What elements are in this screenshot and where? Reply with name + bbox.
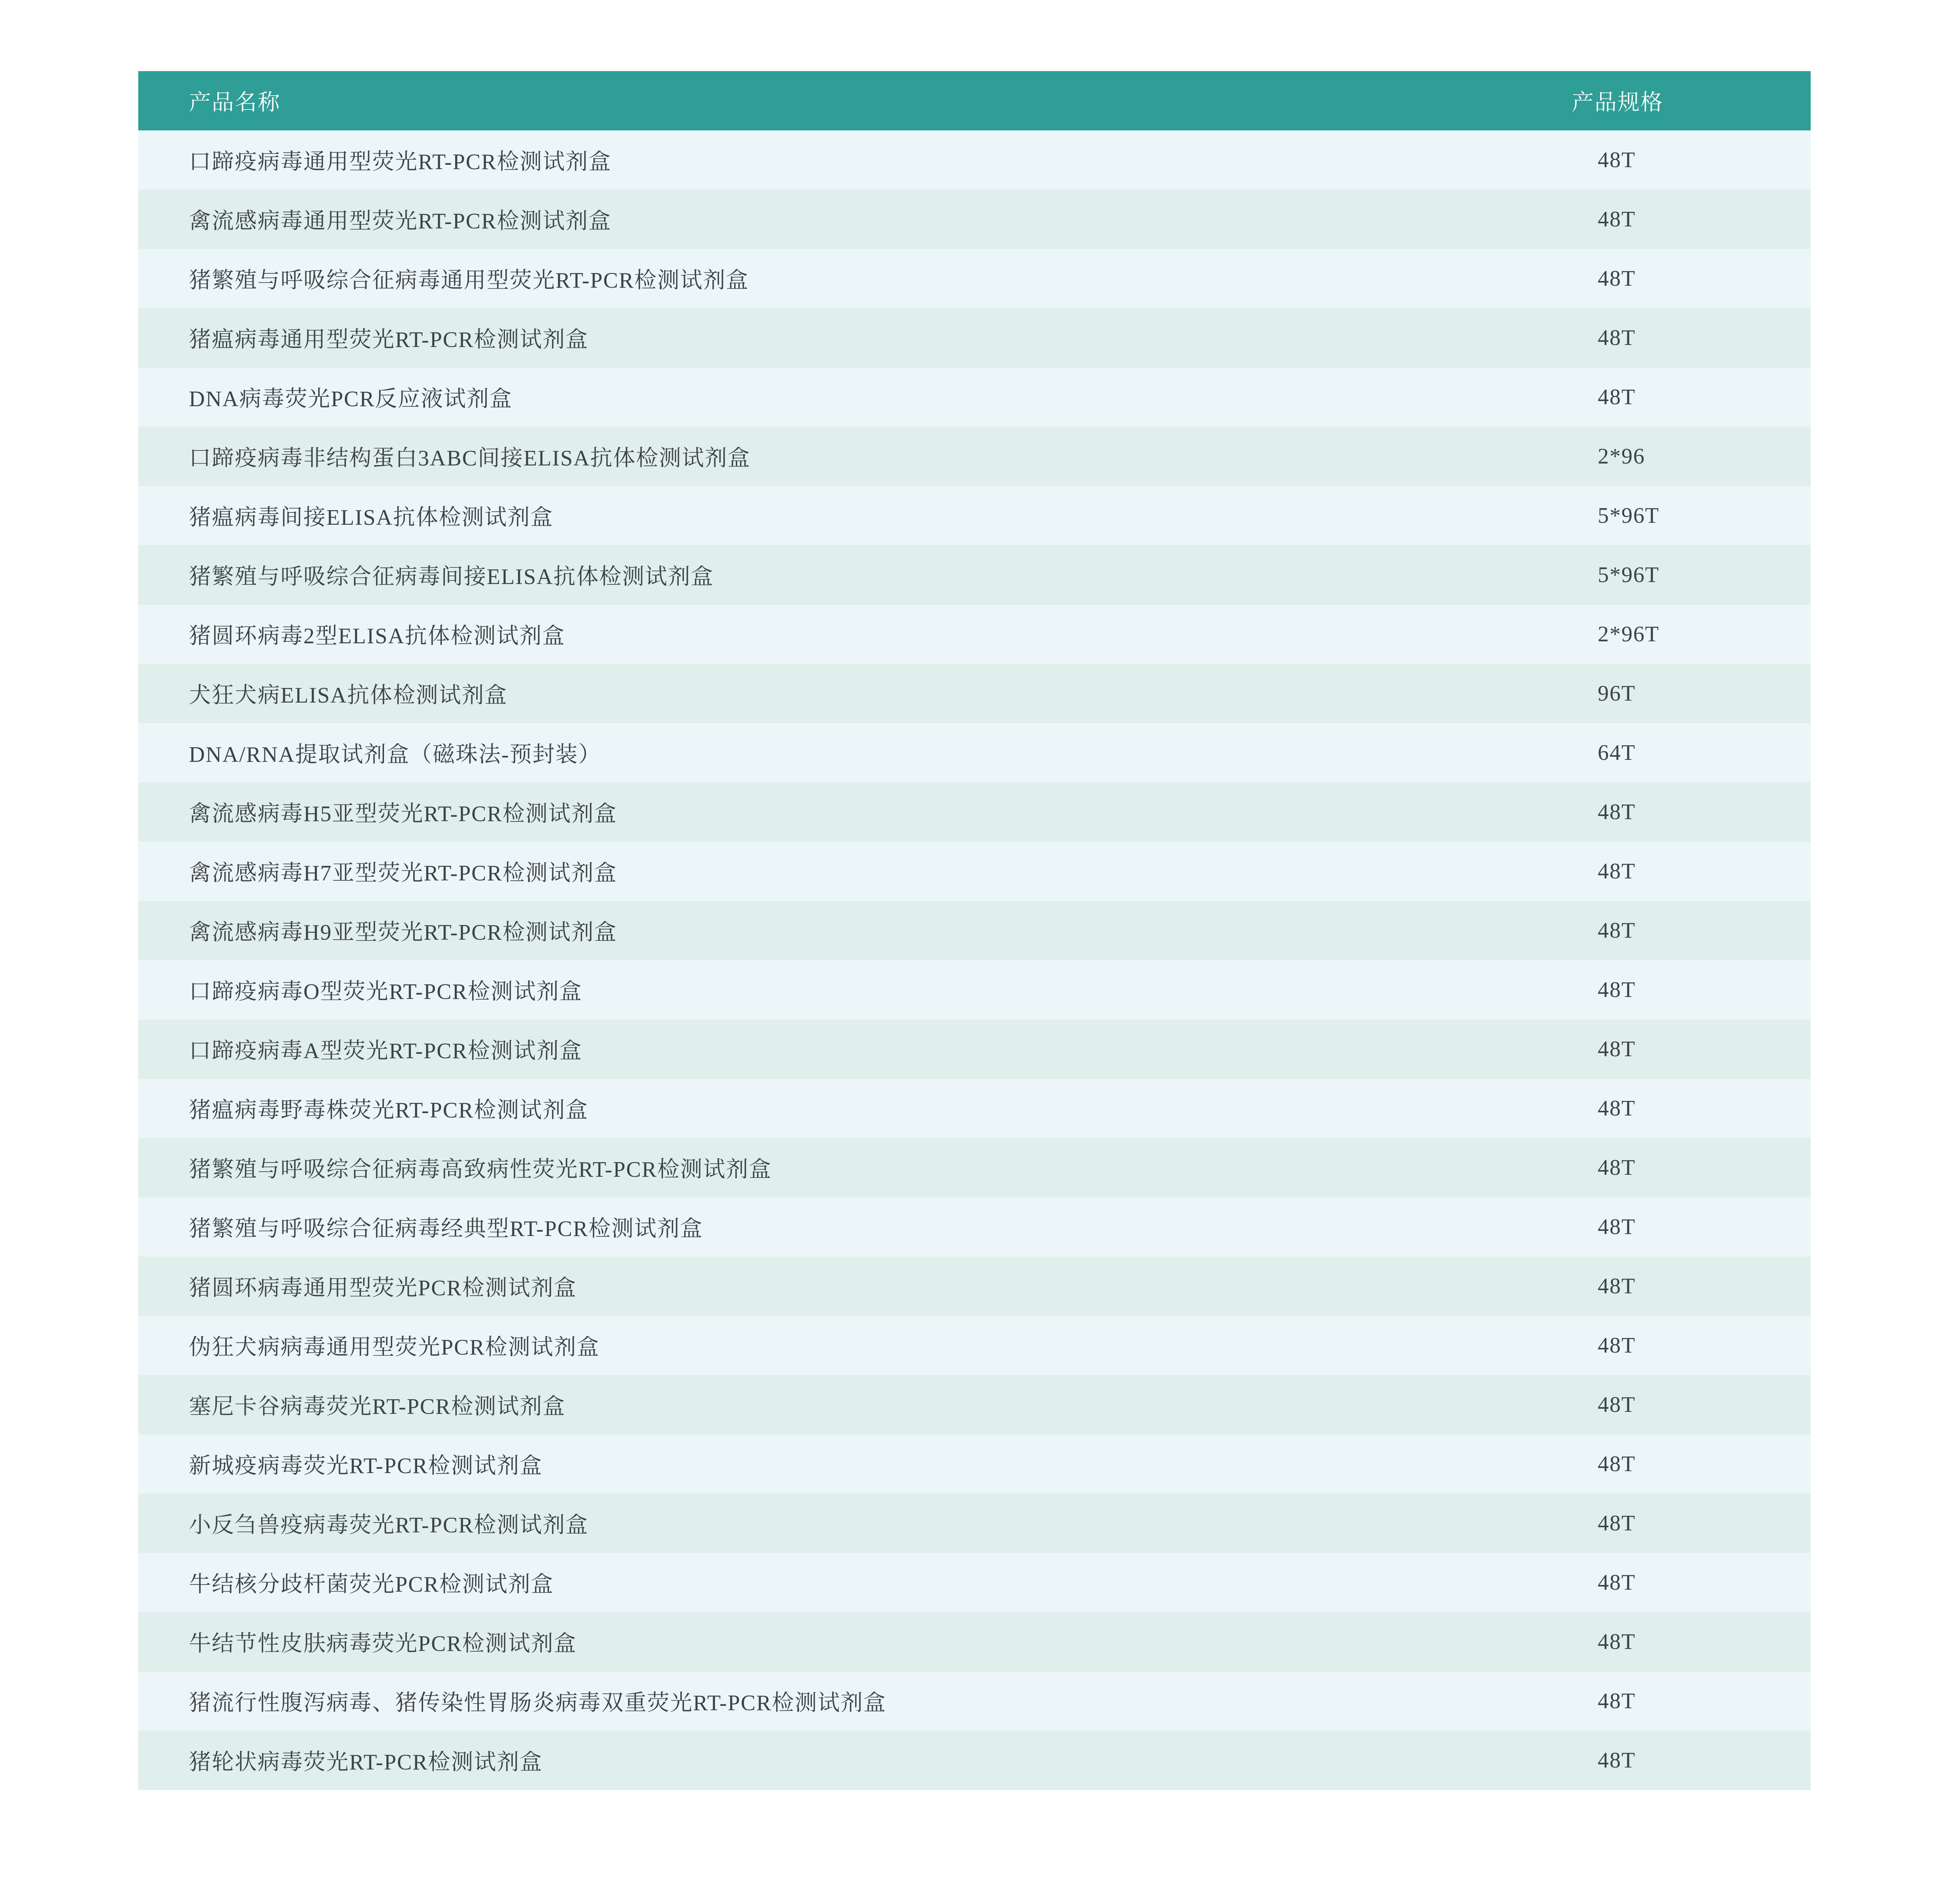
product-name: 禽流感病毒通用型荧光RT-PCR检测试剂盒 [138, 190, 1565, 249]
product-table [138, 71, 1811, 1790]
product-name: 口蹄疫病毒A型荧光RT-PCR检测试剂盒 [138, 1019, 1565, 1079]
column-header-product-spec: 产品规格 [1565, 71, 1811, 130]
table-row [138, 960, 1811, 1019]
column-header-product-name: 产品名称 [138, 71, 1565, 130]
product-name: 猪圆环病毒通用型荧光PCR检测试剂盒 [138, 1257, 1565, 1316]
table-row [138, 130, 1811, 190]
product-spec: 48T [1565, 1612, 1811, 1671]
product-spec: 48T [1565, 1019, 1811, 1079]
product-spec: 48T [1565, 1138, 1811, 1197]
table-row [138, 605, 1811, 664]
table-row [138, 427, 1811, 486]
product-name: 口蹄疫病毒通用型荧光RT-PCR检测试剂盒 [138, 130, 1565, 190]
product-name: 伪狂犬病病毒通用型荧光PCR检测试剂盒 [138, 1316, 1565, 1375]
product-spec: 48T [1565, 1553, 1811, 1612]
product-spec: 2*96T [1565, 605, 1811, 664]
product-name: DNA病毒荧光PCR反应液试剂盒 [138, 367, 1565, 427]
table-row [138, 1494, 1811, 1553]
product-spec: 96T [1565, 664, 1811, 723]
product-spec: 64T [1565, 723, 1811, 782]
product-name: 猪圆环病毒2型ELISA抗体检测试剂盒 [138, 605, 1565, 664]
product-name: 猪瘟病毒通用型荧光RT-PCR检测试剂盒 [138, 308, 1565, 367]
table-row [138, 1731, 1811, 1790]
product-spec: 48T [1565, 1434, 1811, 1494]
product-spec: 48T [1565, 1494, 1811, 1553]
product-spec: 48T [1565, 308, 1811, 367]
product-spec: 48T [1565, 1079, 1811, 1138]
product-name: 塞尼卡谷病毒荧光RT-PCR检测试剂盒 [138, 1375, 1565, 1434]
table-row [138, 842, 1811, 901]
product-spec: 48T [1565, 782, 1811, 842]
table-row [138, 1197, 1811, 1257]
table-row [138, 1434, 1811, 1494]
product-name: 犬狂犬病ELISA抗体检测试剂盒 [138, 664, 1565, 723]
product-name: 猪瘟病毒间接ELISA抗体检测试剂盒 [138, 486, 1565, 545]
table-row [138, 367, 1811, 427]
table-row [138, 545, 1811, 605]
product-spec: 2*96 [1565, 427, 1811, 486]
table-body [138, 130, 1811, 1790]
table-row [138, 1612, 1811, 1671]
table-row [138, 723, 1811, 782]
product-name: 猪繁殖与呼吸综合征病毒高致病性荧光RT-PCR检测试剂盒 [138, 1138, 1565, 1197]
product-spec: 48T [1565, 190, 1811, 249]
product-spec: 5*96T [1565, 486, 1811, 545]
product-name: 禽流感病毒H9亚型荧光RT-PCR检测试剂盒 [138, 901, 1565, 960]
table-row [138, 1257, 1811, 1316]
product-spec: 5*96T [1565, 545, 1811, 605]
product-spec: 48T [1565, 1197, 1811, 1257]
table-row [138, 782, 1811, 842]
product-name: 小反刍兽疫病毒荧光RT-PCR检测试剂盒 [138, 1494, 1565, 1553]
product-name: DNA/RNA提取试剂盒（磁珠法-预封装） [138, 723, 1565, 782]
product-spec: 48T [1565, 1731, 1811, 1790]
product-name: 新城疫病毒荧光RT-PCR检测试剂盒 [138, 1434, 1565, 1494]
product-name: 禽流感病毒H7亚型荧光RT-PCR检测试剂盒 [138, 842, 1565, 901]
table-row [138, 1138, 1811, 1197]
product-name: 猪繁殖与呼吸综合征病毒通用型荧光RT-PCR检测试剂盒 [138, 249, 1565, 308]
product-spec: 48T [1565, 1257, 1811, 1316]
product-spec: 48T [1565, 960, 1811, 1019]
product-name: 猪繁殖与呼吸综合征病毒间接ELISA抗体检测试剂盒 [138, 545, 1565, 605]
product-spec: 48T [1565, 1671, 1811, 1731]
product-name: 牛结核分歧杆菌荧光PCR检测试剂盒 [138, 1553, 1565, 1612]
table-row [138, 1019, 1811, 1079]
product-name: 猪轮状病毒荧光RT-PCR检测试剂盒 [138, 1731, 1565, 1790]
product-spec: 48T [1565, 130, 1811, 190]
table-row [138, 249, 1811, 308]
product-name: 口蹄疫病毒O型荧光RT-PCR检测试剂盒 [138, 960, 1565, 1019]
product-spec: 48T [1565, 367, 1811, 427]
table-row [138, 901, 1811, 960]
product-name: 禽流感病毒H5亚型荧光RT-PCR检测试剂盒 [138, 782, 1565, 842]
table-row [138, 664, 1811, 723]
table-row [138, 1375, 1811, 1434]
product-name: 猪瘟病毒野毒株荧光RT-PCR检测试剂盒 [138, 1079, 1565, 1138]
product-spec: 48T [1565, 1316, 1811, 1375]
product-spec: 48T [1565, 249, 1811, 308]
table-row [138, 1553, 1811, 1612]
table-header-row [138, 71, 1811, 130]
table-row [138, 308, 1811, 367]
product-name: 牛结节性皮肤病毒荧光PCR检测试剂盒 [138, 1612, 1565, 1671]
product-name: 口蹄疫病毒非结构蛋白3ABC间接ELISA抗体检测试剂盒 [138, 427, 1565, 486]
table-row [138, 1079, 1811, 1138]
product-spec: 48T [1565, 901, 1811, 960]
table-row [138, 1316, 1811, 1375]
table-row [138, 1671, 1811, 1731]
product-name: 猪流行性腹泻病毒、猪传染性胃肠炎病毒双重荧光RT-PCR检测试剂盒 [138, 1671, 1565, 1731]
product-name: 猪繁殖与呼吸综合征病毒经典型RT-PCR检测试剂盒 [138, 1197, 1565, 1257]
product-spec: 48T [1565, 842, 1811, 901]
product-spec: 48T [1565, 1375, 1811, 1434]
table-row [138, 190, 1811, 249]
table-row [138, 486, 1811, 545]
